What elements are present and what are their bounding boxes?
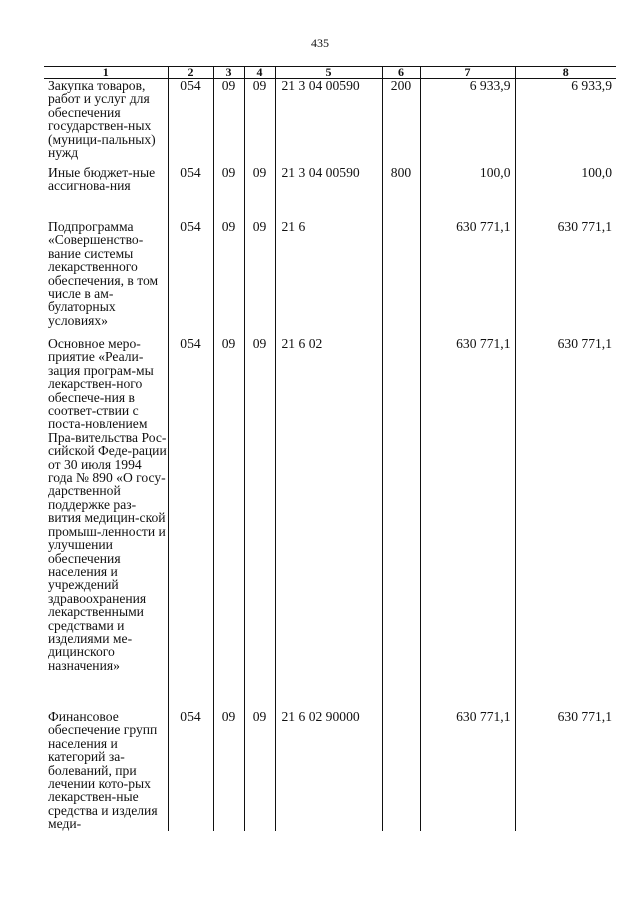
cell-amount-2: 6 933,9 (515, 79, 616, 167)
cell-subsection: 09 (244, 79, 275, 167)
cell-expense-type (382, 337, 420, 710)
cell-amount-1: 630 771,1 (420, 710, 515, 831)
cell-expense-type: 800 (382, 166, 420, 220)
cell-amount-1: 100,0 (420, 166, 515, 220)
column-header: 2 (168, 67, 213, 79)
cell-admin-code: 054 (168, 710, 213, 831)
cell-section: 09 (213, 79, 244, 167)
cell-target-code: 21 6 02 90000 (275, 710, 382, 831)
budget-table (44, 66, 616, 831)
cell-subsection: 09 (244, 220, 275, 337)
row-name: Закупка товаров, работ и услуг для обеспечения государствен-ных (муници-пальных) нужд (48, 78, 156, 161)
column-header: 1 (44, 67, 168, 79)
column-header: 8 (515, 67, 616, 79)
cell-subsection: 09 (244, 710, 275, 831)
cell-target-code: 21 6 02 (275, 337, 382, 710)
cell-subsection: 09 (244, 337, 275, 710)
column-header: 4 (244, 67, 275, 79)
cell-amount-2: 630 771,1 (515, 220, 616, 337)
header-row (44, 67, 616, 79)
column-header: 7 (420, 67, 515, 79)
row-name: Иные бюджет-ные ассигнова-ния (48, 165, 156, 194)
cell-subsection: 09 (244, 166, 275, 220)
cell-admin-code: 054 (168, 166, 213, 220)
row-name: Подпрограмма «Совершенство-вание системы лекарственного обеспечения, в том числе в ам-булаторных условиях» (48, 219, 159, 328)
cell-section: 09 (213, 337, 244, 710)
cell-admin-code: 054 (168, 337, 213, 710)
table-row (44, 166, 616, 220)
cell-amount-1: 6 933,9 (420, 79, 515, 167)
cell-target-code: 21 6 (275, 220, 382, 337)
cell-expense-type (382, 220, 420, 337)
cell-amount-2: 100,0 (515, 166, 616, 220)
cell-target-code: 21 3 04 00590 (275, 79, 382, 167)
cell-section: 09 (213, 710, 244, 831)
cell-expense-type (382, 710, 420, 831)
cell-target-code: 21 3 04 00590 (275, 166, 382, 220)
cell-amount-1: 630 771,1 (420, 220, 515, 337)
cell-amount-2: 630 771,1 (515, 710, 616, 831)
table-row (44, 79, 616, 167)
table-row (44, 337, 616, 710)
cell-section: 09 (213, 166, 244, 220)
column-header: 5 (275, 67, 382, 79)
page-number: 435 (311, 36, 329, 50)
cell-expense-type: 200 (382, 79, 420, 167)
table-row (44, 710, 616, 831)
table-row (44, 220, 616, 337)
row-name: Основное меро-приятие «Реали-зация програм-мы лекарствен-ного обеспече-ния в соответ-ствии с поста-новлением Пра-вительства Рос-сийской Феде-рации от 30 июля 1994 года № 890 «О госу-дарственной поддержке раз-вития медицин-ской промыш-ленности и улучшении обеспечения населения и учреждений здравоохранения лекарственными средствами и изделиями ме-дицинского назначения» (48, 336, 167, 673)
cell-section: 09 (213, 220, 244, 337)
column-header: 3 (213, 67, 244, 79)
row-name: Финансовое обеспечение групп населения и категорий за-болеваний, при лечении кото-рых лекарствен-ные средства и изделия меди- (48, 709, 158, 832)
cell-amount-1: 630 771,1 (420, 337, 515, 710)
cell-admin-code: 054 (168, 79, 213, 167)
cell-amount-2: 630 771,1 (515, 337, 616, 710)
cell-admin-code: 054 (168, 220, 213, 337)
column-header: 6 (382, 67, 420, 79)
